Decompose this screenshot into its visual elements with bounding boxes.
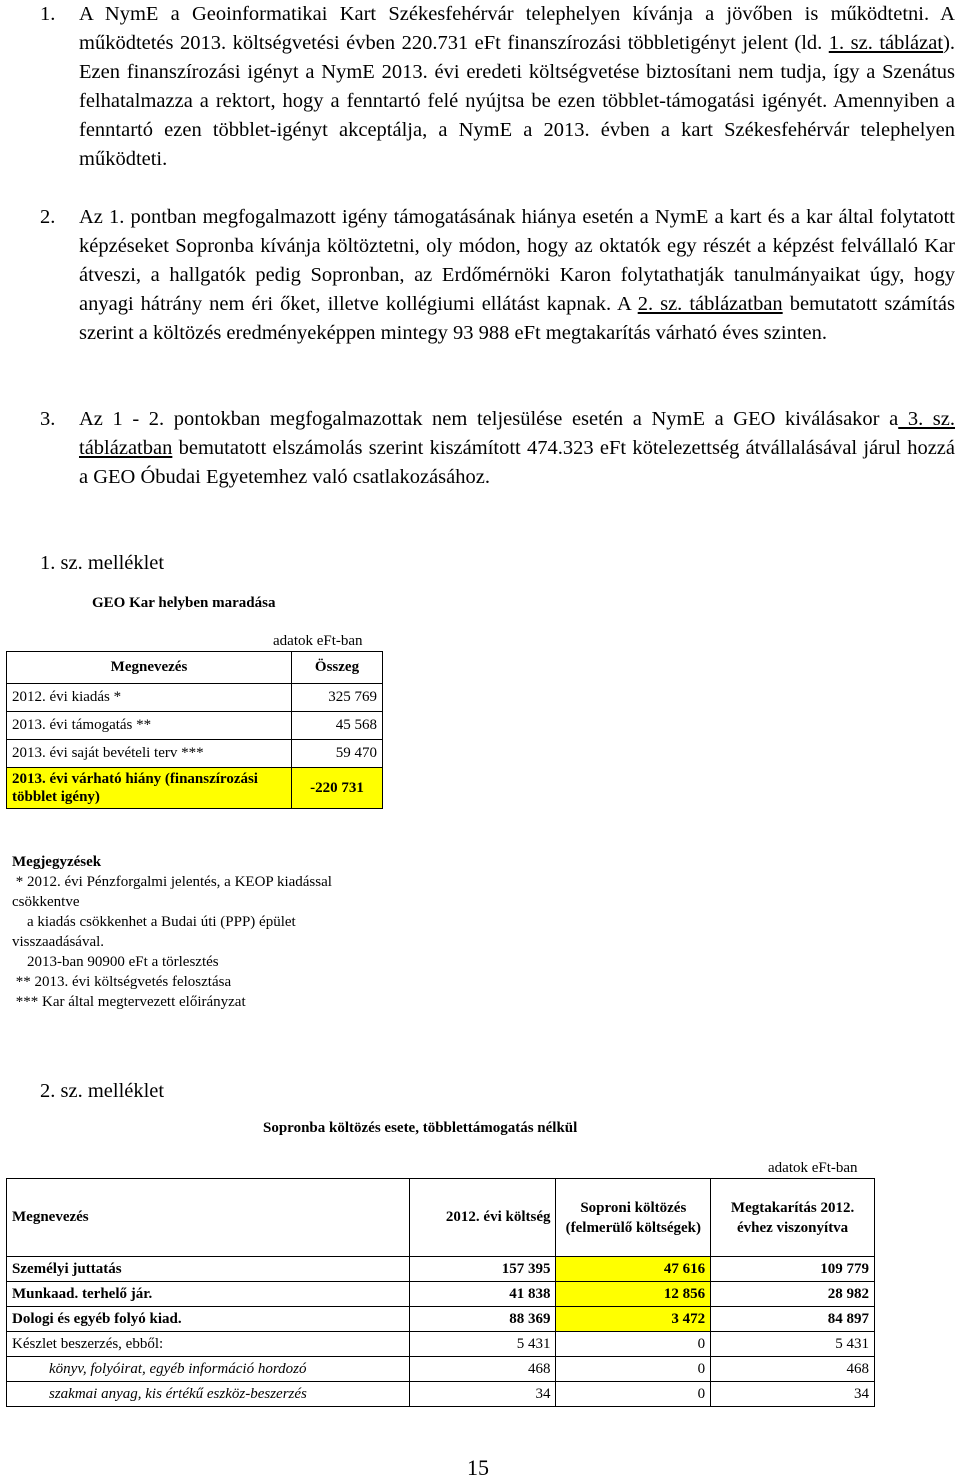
table-header-row — [7, 1179, 875, 1257]
annex-1-notes — [12, 852, 382, 1012]
cell-relocation-cost: 3 472 — [556, 1307, 711, 1332]
paragraph-1 — [40, 0, 956, 174]
table-row — [7, 740, 383, 768]
column-header-relocation-cost: Soproni költözés (felmerülő költségek) — [556, 1179, 711, 1257]
table-row — [7, 712, 383, 740]
paragraph-text: bemutatott elszámolás szerint kiszámított 474.323 eFt kötelezettség átvállalásával járul hozzá a GEO Óbudai Egyetemhez való csatlakozásához. — [79, 437, 955, 488]
table-reference-link[interactable]: 1. sz. táblázat — [828, 32, 944, 54]
table-reference-link[interactable]: 3. sz. táblázatban — [79, 408, 955, 459]
column-header-cost-2012: 2012. évi költség — [409, 1179, 556, 1257]
row-value: 59 470 — [292, 740, 383, 768]
paragraph-text: A NymE a Geoinformatikai Kart Székesfehérvár telephelyen kívánja a jövőben is működtetni. A működtetés 2013. költségvetési évben 220.731 eFt finanszírozási többletigényt jelent (ld. — [79, 3, 955, 54]
cell-relocation-cost: 0 — [556, 1382, 711, 1407]
row-label: 2012. évi kiadás * — [7, 684, 292, 712]
note-line: *** Kar által megtervezett előirányzat — [12, 994, 246, 1010]
note-line: 2013-ban 90900 eFt a törlesztés — [12, 954, 219, 970]
cell-cost-2012: 157 395 — [409, 1257, 556, 1282]
annex-2-table — [6, 1178, 875, 1407]
paragraph-text: ). Ezen finanszírozási igényt a NymE 2013. évi eredeti költségvetése biztosítani nem tudja, így a Szenátus felhatalmazza a rektort, hogy a fenntartó felé nyújtsa be ezen többlet-támogatási igényét. Amennyiben a fenntartó ezen többlet-igényt akceptálja, a NymE a 2013. évben a kart Székesfehérvár telephelyen működteti. — [79, 32, 956, 170]
cell-savings: 84 897 — [711, 1307, 875, 1332]
cell-savings: 34 — [711, 1382, 875, 1407]
annex-1-title: 1. sz. melléklet — [40, 552, 165, 574]
table-row — [7, 1282, 875, 1307]
column-header-name: Megnevezés — [7, 652, 292, 684]
row-value: 325 769 — [292, 684, 383, 712]
row-label: 2013. évi saját bevételi terv *** — [7, 740, 292, 768]
cell-relocation-cost: 0 — [556, 1357, 711, 1382]
row-label: könyv, folyóirat, egyéb információ hordozó — [7, 1357, 410, 1382]
row-label: Készlet beszerzés, ebből: — [7, 1332, 410, 1357]
cell-relocation-cost: 47 616 — [556, 1257, 711, 1282]
total-row — [7, 768, 383, 809]
notes-title: Megjegyzések — [12, 854, 102, 870]
row-label: Személyi juttatás — [7, 1257, 410, 1282]
annex-1-caption: GEO Kar helyben maradása — [92, 595, 276, 611]
table-row — [7, 1382, 875, 1407]
annex-2-unit: adatok eFt-ban — [768, 1160, 858, 1176]
row-value: 45 568 — [292, 712, 383, 740]
row-label: Dologi és egyéb folyó kiad. — [7, 1307, 410, 1332]
paragraph-text: bemutatott számítás szerint a költözés eredményeképpen mintegy 93 988 eFt megtakarítás várható éves szinten. — [79, 293, 955, 344]
annex-2-caption: Sopronba költözés esete, többlettámogatás nélkül — [263, 1120, 578, 1136]
cell-cost-2012: 5 431 — [409, 1332, 556, 1357]
row-label: szakmai anyag, kis értékű eszköz-beszerzés — [7, 1382, 410, 1407]
column-header-savings: Megtakarítás 2012. évhez viszonyítva — [711, 1179, 875, 1257]
paragraph-number: 1. — [40, 3, 56, 25]
cell-relocation-cost: 12 856 — [556, 1282, 711, 1307]
table-reference-link[interactable]: 2. sz. táblázatban — [637, 293, 783, 315]
annex-2-title: 2. sz. melléklet — [40, 1080, 165, 1102]
paragraph-3 — [40, 405, 955, 492]
cell-relocation-cost: 0 — [556, 1332, 711, 1357]
cell-cost-2012: 88 369 — [409, 1307, 556, 1332]
table-row — [7, 1307, 875, 1332]
table-row — [7, 1332, 875, 1357]
paragraph-number: 3. — [40, 408, 56, 430]
cell-savings: 468 — [711, 1357, 875, 1382]
total-label: 2013. évi várható hiány (finanszírozási többlet igény) — [7, 768, 292, 809]
paragraph-text: Az 1 - 2. pontokban megfogalmazottak nem teljesülése esetén a NymE a GEO kiválásakor a — [79, 408, 899, 430]
table-row — [7, 1357, 875, 1382]
table-header-row — [7, 652, 383, 684]
note-line: ** 2013. évi költségvetés felosztása — [12, 974, 232, 990]
row-label: Munkaad. terhelő jár. — [7, 1282, 410, 1307]
annex-1-unit: adatok eFt-ban — [273, 633, 363, 649]
cell-cost-2012: 34 — [409, 1382, 556, 1407]
paragraph-number: 2. — [40, 206, 56, 228]
note-line: * 2012. évi Pénzforgalmi jelentés, a KEOP kiadással csökkentve — [12, 874, 336, 910]
cell-savings: 109 779 — [711, 1257, 875, 1282]
page-number: 15 — [467, 1455, 489, 1480]
paragraph-text: Az 1. pontban megfogalmazott igény támogatásának hiánya esetén a NymE a kart és a kar által folytatott képzéseket Sopronba kívánja költöztetni, oly módon, hogy az oktatók egy részét a képzést felvállaló Kar átveszi, a hallgatók pedig Sopronban, az Erdőmérnöki Karon folytathatják tanulmányaikat úgy, hogy anyagi hátrány nem éri őket, illetve kollégiumi ellátást kapnak. A — [79, 206, 955, 315]
column-header-amount: Összeg — [292, 652, 383, 684]
total-value: -220 731 — [292, 768, 383, 809]
paragraph-2 — [40, 203, 955, 348]
cell-cost-2012: 468 — [409, 1357, 556, 1382]
row-label: 2013. évi támogatás ** — [7, 712, 292, 740]
table-row — [7, 684, 383, 712]
cell-savings: 5 431 — [711, 1332, 875, 1357]
cell-cost-2012: 41 838 — [409, 1282, 556, 1307]
cell-savings: 28 982 — [711, 1282, 875, 1307]
note-line: a kiadás csökkenhet a Budai úti (PPP) épület visszaadásával. — [12, 914, 300, 950]
table-row — [7, 1257, 875, 1282]
annex-1-table — [6, 651, 383, 809]
column-header-name: Megnevezés — [7, 1179, 410, 1257]
